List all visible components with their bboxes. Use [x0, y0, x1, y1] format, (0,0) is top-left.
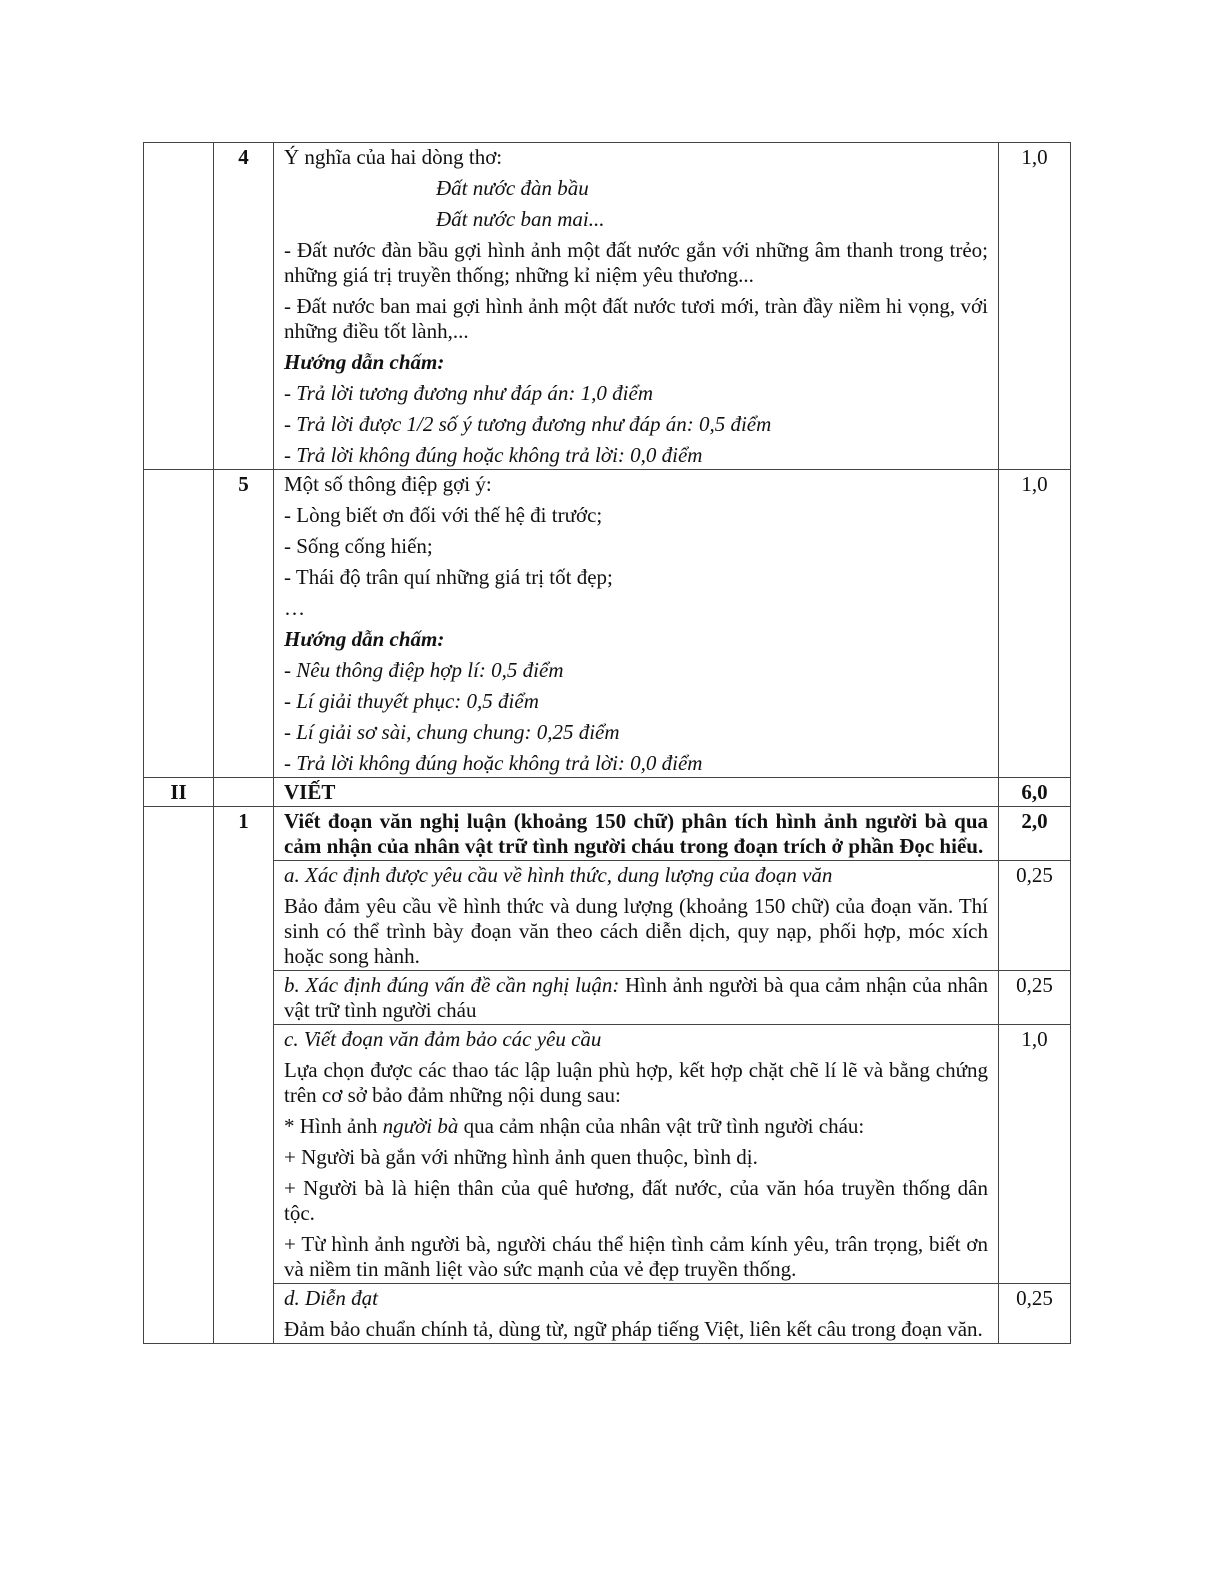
w1-d-body: Đảm bảo chuẩn chính tả, dùng từ, ngữ pháp tiếng Việt, liên kết câu trong đoạn văn. — [284, 1317, 983, 1341]
q5-item-4: … — [284, 596, 305, 620]
w1-c-points: 1,0 — [999, 1025, 1071, 1284]
q5-guide-2: - Lí giải thuyết phục: 0,5 điểm — [284, 689, 539, 713]
q4-guide-title: Hướng dẫn chấm: — [284, 350, 445, 374]
w1-b-cell — [274, 971, 999, 1025]
section-cell — [144, 807, 214, 1344]
q5-guide-title: Hướng dẫn chấm: — [284, 627, 445, 651]
w1-d-title: d. Diễn đạt — [284, 1286, 378, 1310]
q4-para-1: - Đất nước đàn bầu gợi hình ảnh một đất nước gắn với những âm thanh trong trẻo; những giá trị truyền thống; những kỉ niệm yêu thương... — [284, 238, 988, 287]
q5-item-2: - Sống cống hiến; — [284, 534, 433, 558]
q5-number: 5 — [214, 470, 274, 778]
answer-key-table — [143, 142, 1071, 1344]
q5-intro: Một số thông điệp gợi ý: — [284, 472, 492, 496]
q4-points: 1,0 — [999, 143, 1071, 470]
w1-c-star: * Hình ảnh người bà qua cảm nhận của nhân vật trữ tình người cháu: — [284, 1114, 865, 1138]
w1-d-points: 0,25 — [999, 1284, 1071, 1344]
w1-c-body: Lựa chọn được các thao tác lập luận phù hợp, kết hợp chặt chẽ lí lẽ và bằng chứng trên cơ sở bảo đảm những nội dung sau: — [284, 1058, 988, 1107]
w1-a-body: Bảo đảm yêu cầu về hình thức và dung lượng (khoảng 150 chữ) của đoạn văn. Thí sinh có thể trình bày đoạn văn theo cách diễn dịch, quy nạp, phối hợp, móc xích hoặc song hành. — [284, 894, 988, 968]
section-2-blank — [214, 778, 274, 807]
q4-poem-line-2: Đất nước ban mai... — [436, 207, 605, 231]
w1-a-points: 0,25 — [999, 861, 1071, 971]
w1-number: 1 — [214, 807, 274, 1344]
q4-content — [274, 143, 999, 470]
w1-c-item-3: + Từ hình ảnh người bà, người cháu thể hiện tình cảm kính yêu, trân trọng, biết ơn và niềm tin mãnh liệt vào sức mạnh của vẻ đẹp truyền thống. — [284, 1232, 988, 1281]
section-2-points: 6,0 — [999, 778, 1071, 807]
w1-a-title: a. Xác định được yêu cầu về hình thức, dung lượng của đoạn văn — [284, 863, 833, 887]
q4-intro: Ý nghĩa của hai dòng thơ: — [284, 145, 503, 169]
section-cell — [144, 143, 214, 470]
w1-c-row — [144, 1025, 1071, 1284]
q4-guide-3: - Trả lời không đúng hoặc không trả lời: 0,0 điểm — [284, 443, 703, 467]
w1-title: Viết đoạn văn nghị luận (khoảng 150 chữ) phân tích hình ảnh người bà qua cảm nhận của nhân vật trữ tình người cháu trong đoạn trích ở phần Đọc hiểu. — [284, 809, 988, 858]
w1-c-title: c. Viết đoạn văn đảm bảo các yêu cầu — [284, 1027, 602, 1051]
w1-c-cell — [274, 1025, 999, 1284]
q5-guide-3: - Lí giải sơ sài, chung chung: 0,25 điểm — [284, 720, 620, 744]
w1-c-item-1: + Người bà gắn với những hình ảnh quen thuộc, bình dị. — [284, 1145, 758, 1169]
w1-title-cell — [274, 807, 999, 861]
q4-guide-2: - Trả lời được 1/2 số ý tương đương như đáp án: 0,5 điểm — [284, 412, 772, 436]
section-cell — [144, 470, 214, 778]
q4-guide-1: - Trả lời tương đương như đáp án: 1,0 điểm — [284, 381, 653, 405]
q5-row — [144, 470, 1071, 778]
q4-poem-line-1: Đất nước đàn bầu — [436, 176, 589, 200]
w1-d-row — [144, 1284, 1071, 1344]
w1-b-body: Hình ảnh người bà qua cảm nhận của nhân vật trữ tình người cháu — [284, 973, 989, 1022]
w1-b-title: b. Xác định đúng vấn đề cần nghị luận: — [284, 973, 620, 997]
w1-points: 2,0 — [999, 807, 1071, 861]
section-2-row — [144, 778, 1071, 807]
w1-a-cell — [274, 861, 999, 971]
q5-item-3: - Thái độ trân quí những giá trị tốt đẹp; — [284, 565, 613, 589]
w1-d-cell — [274, 1284, 999, 1344]
w1-c-item-2: + Người bà là hiện thân của quê hương, đất nước, của văn hóa truyền thống dân tộc. — [284, 1176, 988, 1225]
q4-para-2: - Đất nước ban mai gợi hình ảnh một đất nước tươi mới, tràn đầy niềm hi vọng, với những điều tốt lành,... — [284, 294, 988, 343]
q4-row — [144, 143, 1071, 470]
q5-points: 1,0 — [999, 470, 1071, 778]
section-2-roman: II — [144, 778, 214, 807]
q5-content — [274, 470, 999, 778]
q5-guide-1: - Nêu thông điệp hợp lí: 0,5 điểm — [284, 658, 564, 682]
q5-item-1: - Lòng biết ơn đối với thế hệ đi trước; — [284, 503, 603, 527]
w1-b-points: 0,25 — [999, 971, 1071, 1025]
q4-number: 4 — [214, 143, 274, 470]
w1-title-row — [144, 807, 1071, 861]
w1-b-row — [144, 971, 1071, 1025]
w1-a-row — [144, 861, 1071, 971]
section-2-title: VIẾT — [274, 778, 999, 807]
q5-guide-4: - Trả lời không đúng hoặc không trả lời: 0,0 điểm — [284, 751, 703, 775]
